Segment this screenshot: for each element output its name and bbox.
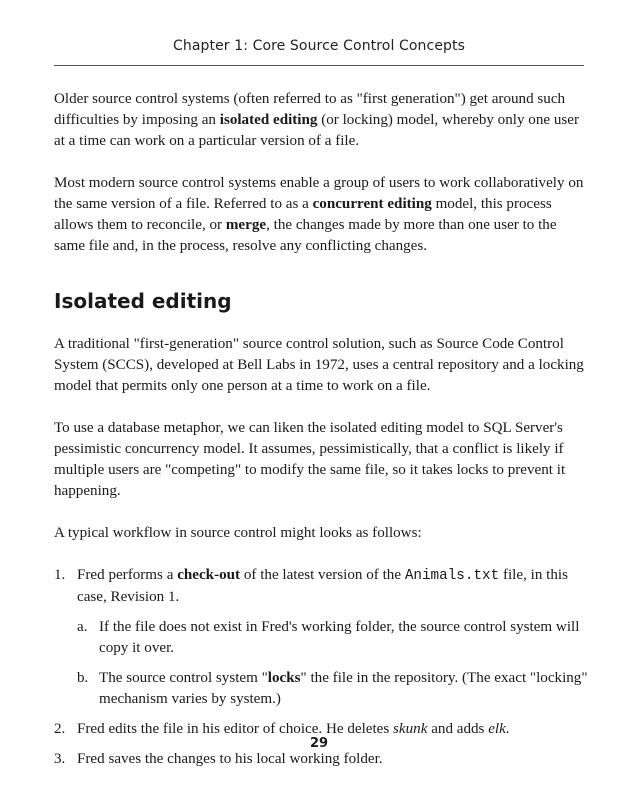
sub-list-letter: a. [77,619,88,635]
list-item: 1. Fred performs a check-out of the latest version of the Animals.txt file, in this case, Revision 1. a. If the file does not exist in Fred's working folder, the source control system will copy it over. b. The source control system "locks" the file in the repository. (The exact "locking" mechanism varies by system.) [54,565,588,710]
list-number: 3. [54,751,66,767]
section-paragraph-3: A typical workflow in source control might looks as follows: [54,525,422,541]
sub-list-item: a. If the file does not exist in Fred's working folder, the source control system will copy it over. [77,619,580,656]
page-number: 29 [309,736,329,751]
term-elk: elk [488,721,506,737]
intro-paragraph-2: Most modern source control systems enable a group of users to work collaboratively on the same version of a file. Referred to as a concurrent editing model, this process allows them to reconcile, or merge, the changes made by more than one user to the same file and, in the process, resolve any conflicting changes. [54,175,584,254]
list-number: 1. [54,567,66,583]
sub-list-item: b. The source control system "locks" the file in the repository. (The exact "locking" mechanism varies by system.) [77,670,588,707]
running-header: Chapter 1: Core Source Control Concepts [172,38,466,54]
list-number: 2. [54,721,66,737]
term-merge: merge [225,217,267,233]
list-item: 2. Fred edits the file in his editor of choice. He deletes skunk and adds elk. [54,719,588,740]
section-heading: Isolated editing [54,289,232,313]
section-paragraph-1: A traditional "first-generation" source control solution, such as Source Code Control System (SCCS), developed at Bell Labs in 1972, uses a central repository and a locking model that permits only one person at a time to work on a file. [54,336,584,394]
term-locks: locks [267,670,301,686]
term-check-out: check-out [177,567,241,583]
intro-paragraph-1: Older source control systems (often referred to as "first generation") get around such difficulties by imposing an isolated editing (or locking) model, whereby only one user at a time can work on a particular version of a file. [54,91,580,149]
section-paragraph-2: To use a database metaphor, we can liken the isolated editing model to SQL Server's pessimistic concurrency model. It assumes, pessimistically, that a conflict is likely if multiple users are "competing" to modify the same file, so it takes locks to prevent it happening. [54,420,566,499]
list-item: 3. Fred saves the changes to his local working folder. [54,749,588,770]
term-isolated-editing: isolated editing [219,112,318,128]
code-filename: Animals.txt [404,568,500,584]
term-concurrent-editing: concurrent editing [312,196,432,212]
term-skunk: skunk [393,721,428,737]
sub-list-letter: b. [77,670,89,686]
page-body [54,89,588,779]
header-rule [54,65,584,66]
